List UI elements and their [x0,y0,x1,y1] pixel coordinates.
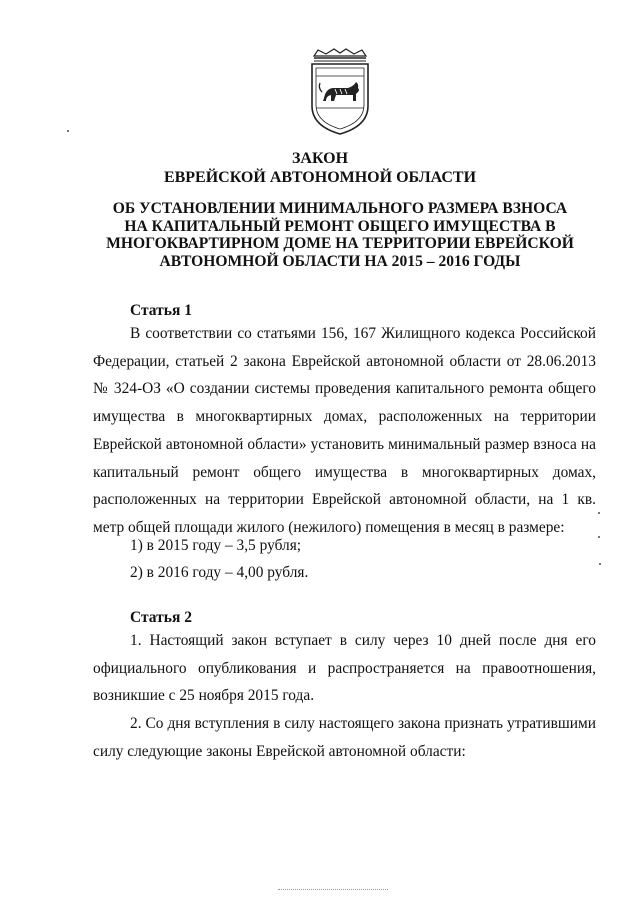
article-1-item-2: 2) в 2016 году – 4,00 рубля. [130,564,309,581]
article-2-paragraph-2: 2. Со дня вступления в силу настоящего закона признать утратившими силу следующие законы Еврейской автономной области: [93,715,596,760]
subject-heading: ОБ УСТАНОВЛЕНИИ МИНИМАЛЬНОГО РАЗМЕРА ВЗНОСА НА КАПИТАЛЬНЫЙ РЕМОНТ ОБЩЕГО ИМУЩЕСТВА В МНОГОКВАРТИРНОМ ДОМЕ НА ТЕРРИТОРИИ ЕВРЕЙСКОЙ АВТОНОМНОЙ ОБЛАСТИ НА 2015 – 2016 ГОДЫ [106,200,574,270]
article-2-paragraph-1: 1. Настоящий закон вступает в силу через 10 дней после дня его официального опубликования и распространяется на правоотношения, возникшие с 25 ноября 2015 года. [93,632,596,705]
article-1-heading: Статья 1 [130,302,192,319]
law-heading: ЗАКОН [291,150,349,167]
article-2-heading: Статья 2 [130,609,192,626]
scan-mark [599,563,601,565]
scan-mark [598,536,600,538]
coat-of-arms-icon [304,48,377,136]
scan-edge-line [278,889,388,890]
article-1-item-1: 1) в 2015 году – 3,5 рубля; [130,537,302,554]
scan-mark [67,130,69,132]
scan-mark [598,512,600,514]
article-1-text: В соответствии со статьями 156, 167 Жилищного кодекса Российской Федерации, статьей 2 закона Еврейской автономной области от 28.06.2013 № 324-ОЗ «О создании системы проведения капитального ремонта общего имущества в многоквартирных домах, расположенных на территории Еврейской автономной области» установить минимальный размер взноса на капитальный ремонт общего имущества в многоквартирных домах, расположенных на территории Еврейской автономной области, на 1 кв. метр общей площади жилого (нежилого) помещения в месяц в размере: [93,325,596,536]
region-heading: ЕВРЕЙСКОЙ АВТОНОМНОЙ ОБЛАСТИ [163,169,477,186]
